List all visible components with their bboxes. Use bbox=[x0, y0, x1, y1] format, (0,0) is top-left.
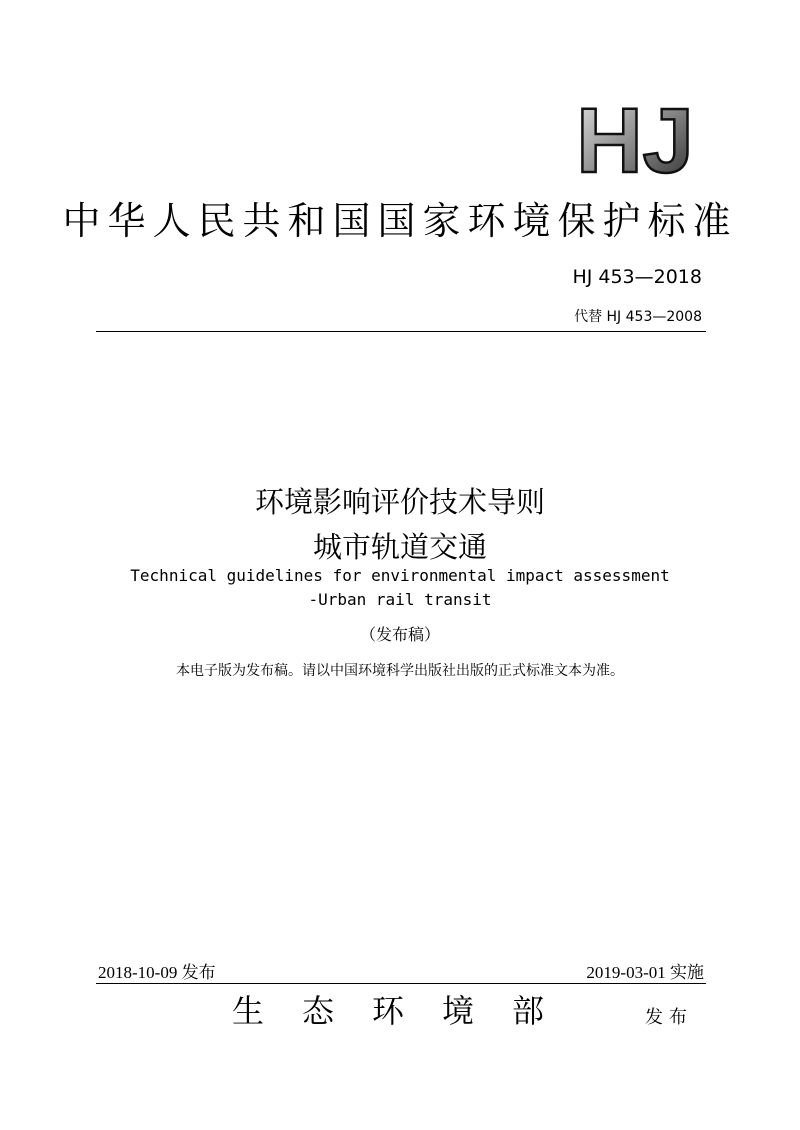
title-english-line2: -Urban rail transit bbox=[308, 590, 492, 609]
hj-logo bbox=[560, 98, 710, 178]
standard-number: HJ 453—2018 bbox=[572, 266, 702, 288]
issue-word: 发布 bbox=[645, 1007, 693, 1028]
bottom-divider bbox=[96, 983, 706, 984]
implementation-date: 2019-03-01 实施 bbox=[586, 963, 704, 982]
logo-lettering: HJ bbox=[576, 98, 694, 178]
draft-label: （发布稿） bbox=[359, 625, 440, 644]
title-chinese-line2: 城市轨道交通 bbox=[312, 530, 487, 564]
title-english-line1: Technical guidelines for environmental impact assessment bbox=[130, 566, 670, 585]
issuing-ministry: 生态环境部 bbox=[232, 992, 583, 1030]
replaces-standard: 代替 HJ 453—2008 bbox=[574, 309, 702, 325]
national-standard-title: 中华人民共和国国家环境保护标准 bbox=[62, 199, 738, 243]
title-chinese-line1: 环境影响评价技术导则 bbox=[254, 485, 545, 519]
issue-date: 2018-10-09 发布 bbox=[98, 963, 216, 982]
top-divider bbox=[96, 331, 706, 332]
edition-notice: 本电子版为发布稿。请以中国环境科学出版社出版的正式标准文本为准。 bbox=[176, 663, 624, 679]
